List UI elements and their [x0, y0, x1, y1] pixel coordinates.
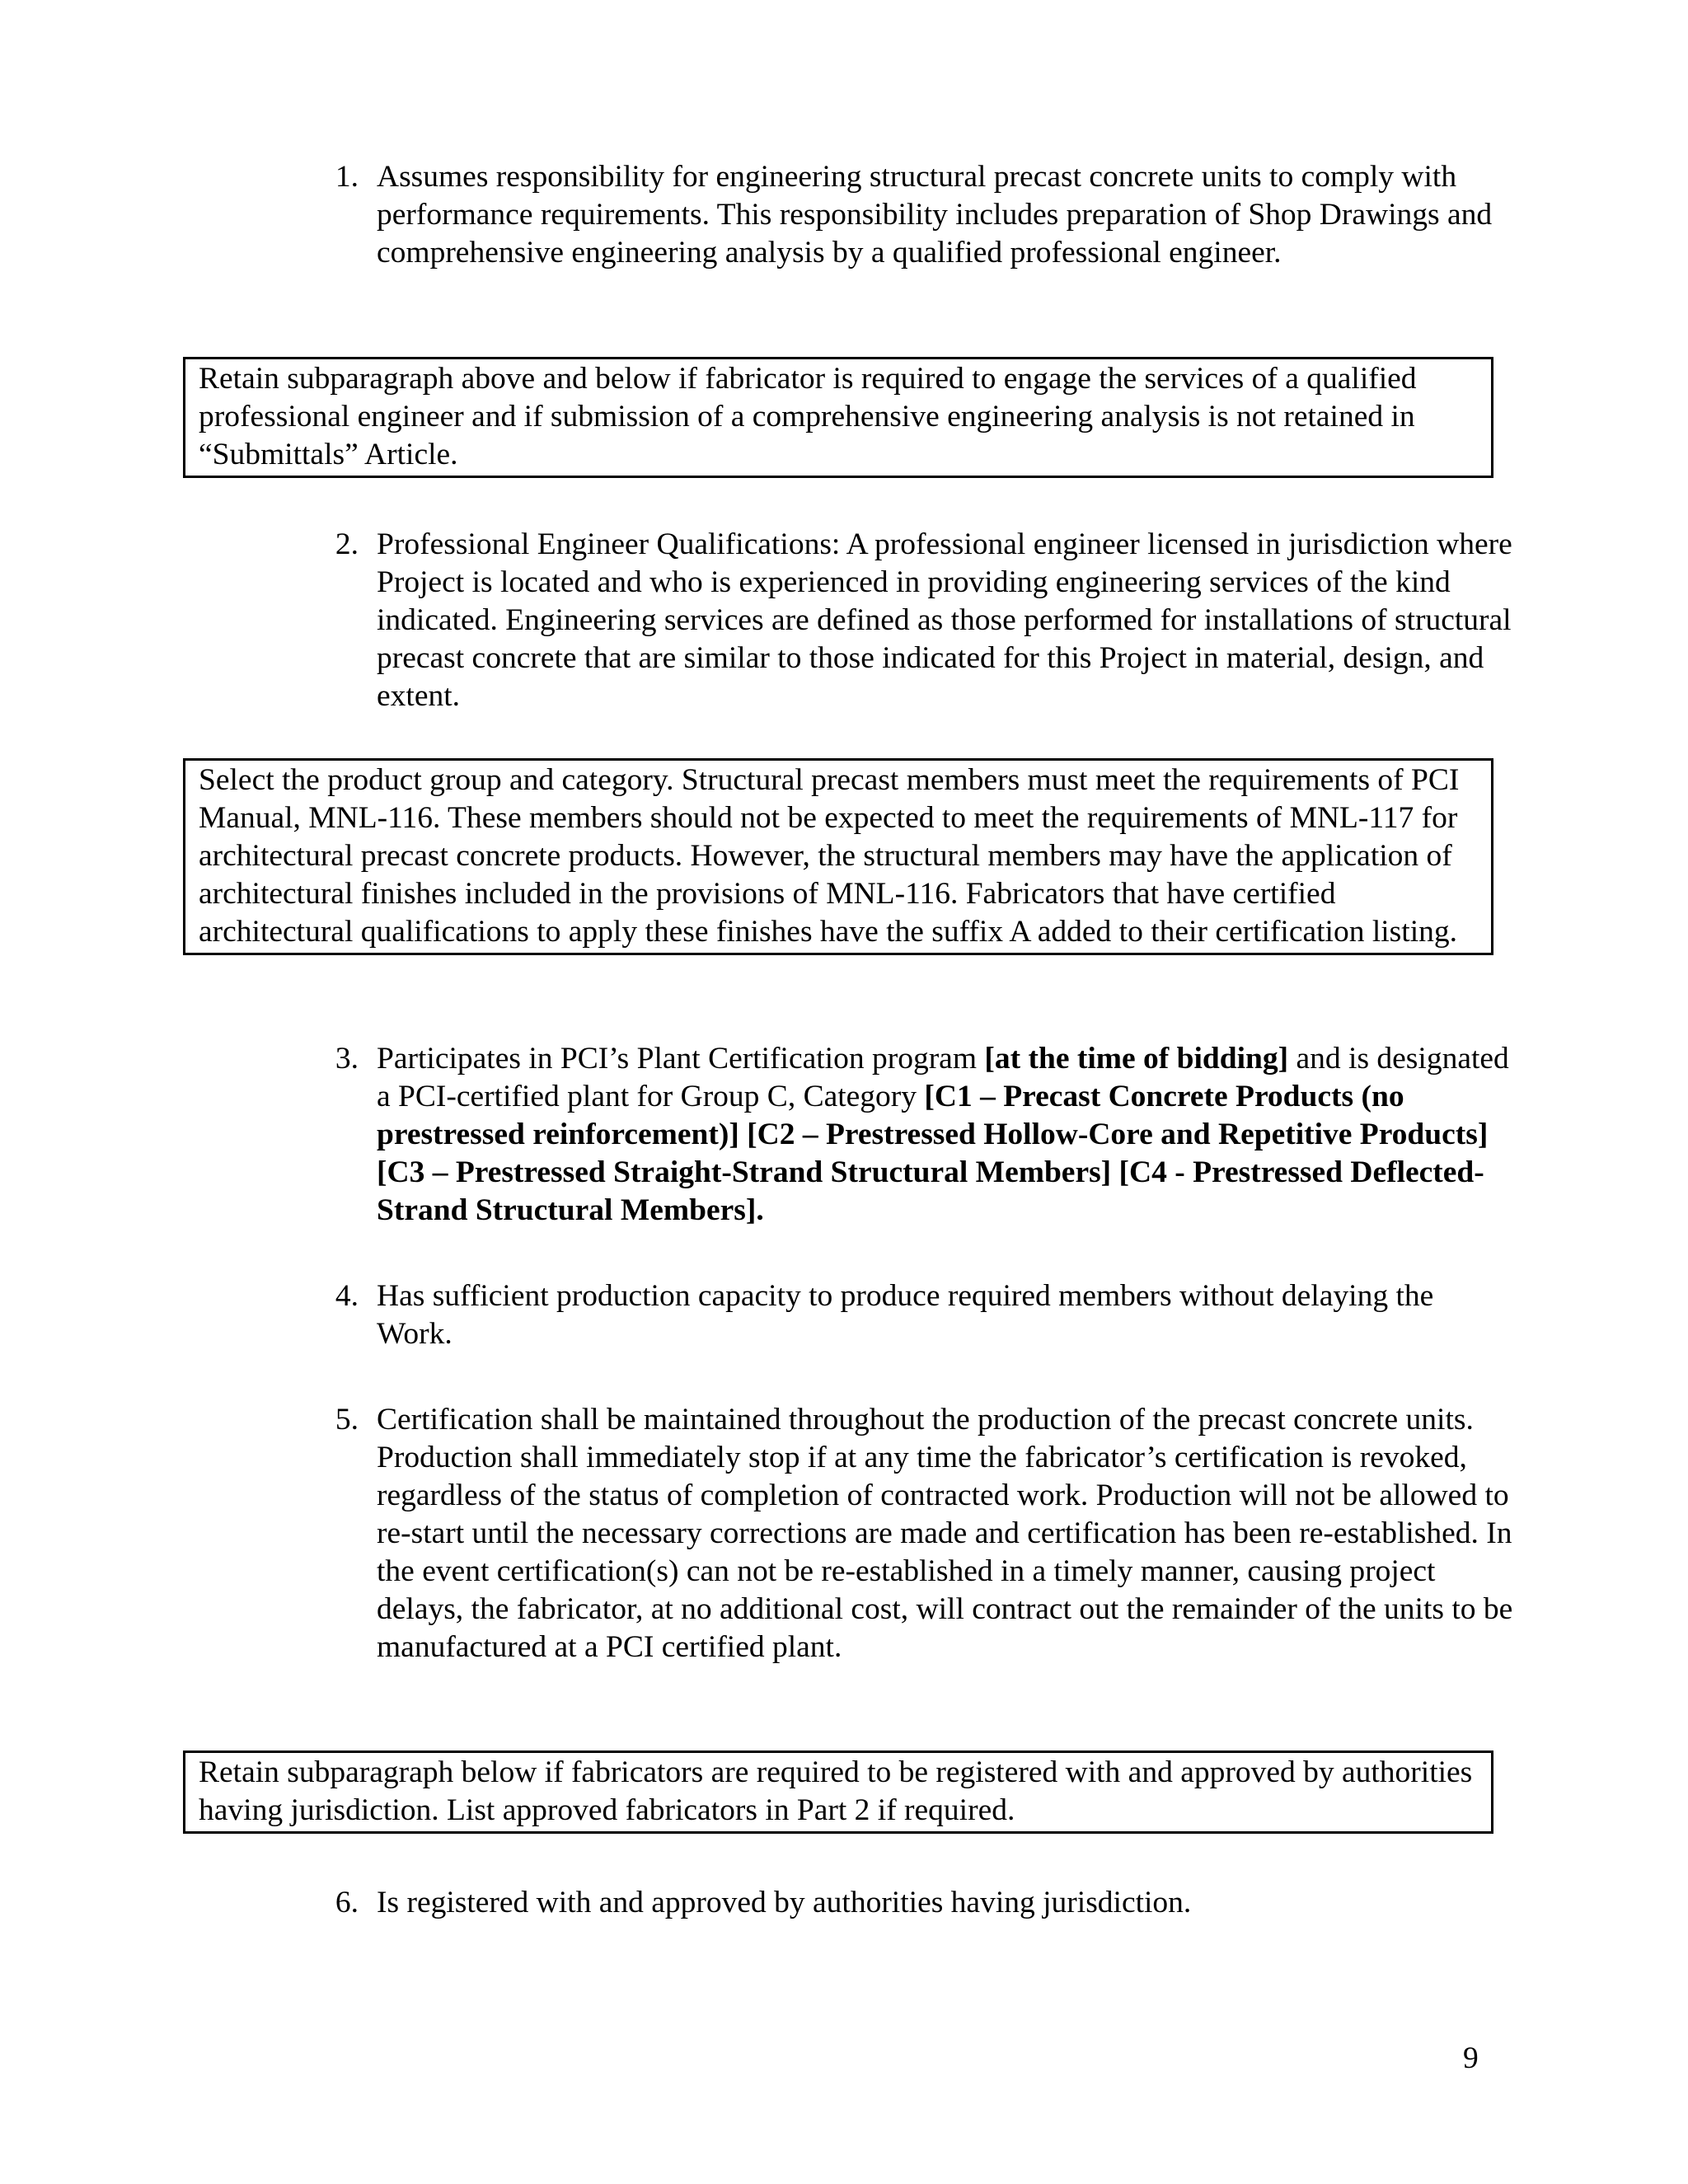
list-text: Has sufficient production capacity to produce required members without delaying the Work. — [377, 1279, 1434, 1351]
list-text: Assumes responsibility for engineering structural precast concrete units to comply with performance requirements. This responsibility includes preparation of Shop Drawings and comprehensive engineering analysis by a qualified professional engineer. — [377, 160, 1493, 269]
list-text: Is registered with and approved by authorities having jurisdiction. — [377, 1886, 1192, 1919]
text-run: Participates in PCI’s Plant Certification program — [377, 1042, 985, 1076]
list-number: 6. — [335, 1886, 359, 1919]
list-text — [377, 1040, 1514, 1230]
list-text: Professional Engineer Qualifications: A professional engineer licensed in jurisdiction where Project is located and who is experienced in providing engineering services of the kind indicated. Engineering services are defined as those performed for installations of structural precast concrete that are similar to those indicated for this Project in material, design, and extent. — [377, 527, 1512, 713]
editor-note-2: Select the product group and category. Structural precast members must meet the requirements of PCI Manual, MNL-116. These members should not be expected to meet the requirements of MNL-117 for architectural precast concrete products. However, the structural members may have the application of architectural finishes included in the provisions of MNL-116. Fabricators that have certified architectural qualifications to apply these finishes have the suffix A added to their certification listing. — [183, 758, 1493, 955]
bold-bracket-option: [at the time of bidding] — [984, 1042, 1289, 1076]
page-number: 9 — [1463, 2041, 1479, 2075]
bold-category-options: [C1 – Precast Concrete Products (no prestressed reinforcement)] [C2 – Prestressed Hollow-Core and Repetitive Products] [C3 – Prestressed Straight-Strand Structural Members] [C4 - Prestressed Deflected-Strand Structural Members]. — [377, 1080, 1489, 1227]
list-number: 2. — [335, 527, 359, 561]
editor-note-1: Retain subparagraph above and below if fabricator is required to engage the services of a qualified professional engineer and if submission of a comprehensive engineering analysis is not retained in “Submittals” Article. — [183, 357, 1493, 478]
list-text: Certification shall be maintained throughout the production of the precast concrete units. Production shall immediately stop if at any time the fabricator’s certification is revoked, regardless of the status of completion of contracted work. Production will not be allowed to re-start until the necessary corrections are made and certification has been re-established. In the event certification(s) can not be re-established in a timely manner, causing project delays, the fabricator, at no additional cost, will contract out the remainder of the units to be manufactured at a PCI certified plant. — [377, 1403, 1513, 1664]
list-number: 1. — [335, 160, 359, 194]
editor-note-3: Retain subparagraph below if fabricators are required to be registered with and approved by authorities having jurisdiction. List approved fabricators in Part 2 if required. — [183, 1750, 1493, 1834]
list-number: 5. — [335, 1403, 359, 1436]
list-number: 4. — [335, 1279, 359, 1313]
list-number: 3. — [335, 1042, 359, 1076]
text-run: and is designated a PCI-certified plant for Group C, Category — [377, 1042, 1509, 1113]
